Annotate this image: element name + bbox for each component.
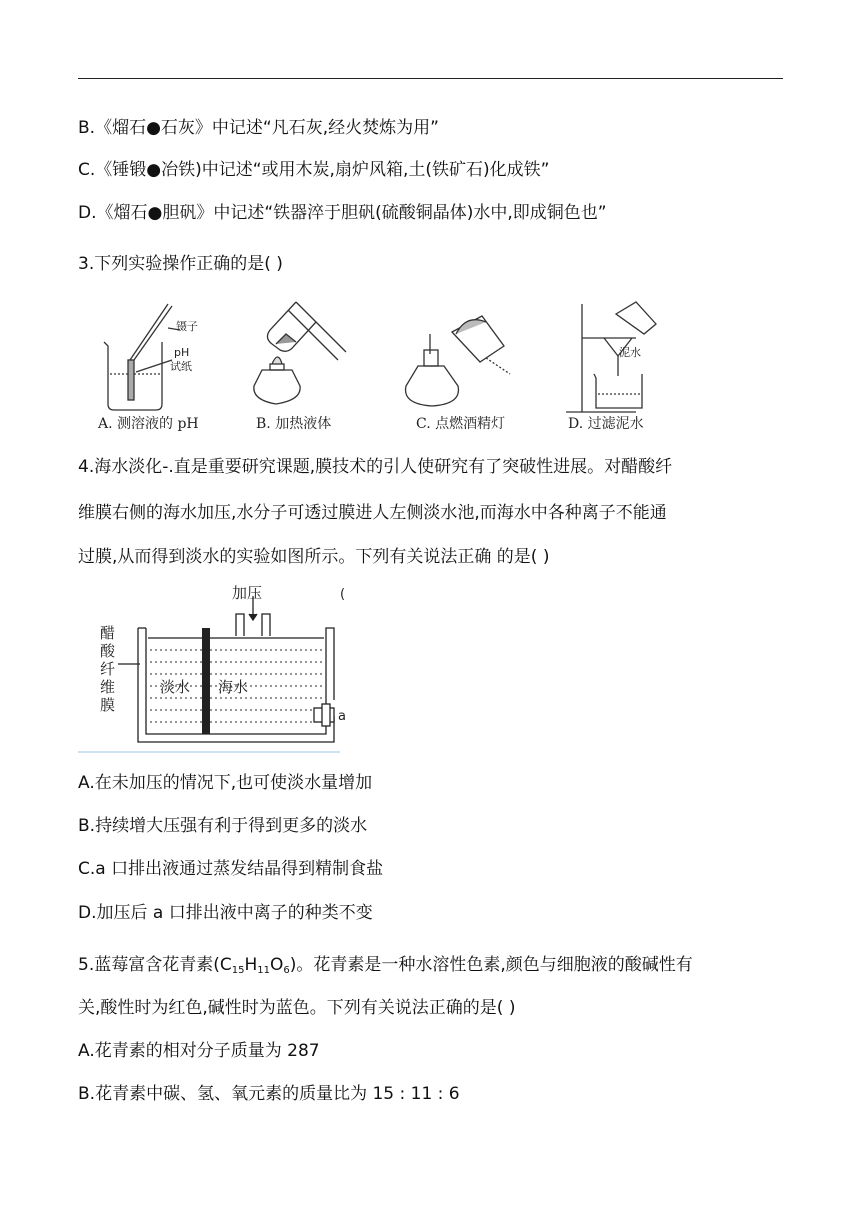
membrane-char-3: 纤	[100, 660, 116, 678]
carbon-count: 15	[231, 965, 245, 976]
oxygen-symbol: O	[270, 955, 284, 975]
q2-option-d: D.《熘石●胆矾》中记述“铁器淬于胆矾(硫酸铜晶体)水中,即成铜色也”	[78, 203, 607, 223]
membrane-bar	[202, 628, 210, 734]
q4-option-d: D.加压后 a 口排出液中离子的种类不变	[78, 903, 373, 923]
header-rule	[78, 78, 783, 79]
corner-mark: (	[340, 587, 346, 602]
q5-stem-start: 5.蓝莓富含花青素(C	[78, 955, 232, 975]
q5-stem-line1	[78, 953, 693, 983]
q5-option-b: B.花青素中碳、氢、氧元素的质量比为 15 : 11 : 6	[78, 1084, 460, 1104]
sea-water-label: 海水	[218, 678, 249, 696]
q5-option-a: A.花青素的相对分子质量为 287	[78, 1041, 320, 1061]
caption-c: C. 点燃酒精灯	[416, 416, 506, 432]
membrane-char-1: 醋	[100, 624, 116, 642]
q2-option-c: C.《锤锻●冶铁)中记述“或用木炭,扇炉风箱,土(铁矿石)化成铁”	[78, 160, 550, 180]
oxygen-count: 6	[283, 965, 290, 976]
beaker-ph-icon	[104, 304, 180, 410]
q5-stem-line2: 关,酸性时为红色,碱性时为蓝色。下列有关说法正确的是( )	[78, 998, 516, 1018]
q3-apparatus-figure	[96, 294, 676, 436]
label-tweezers: 镊子	[176, 320, 198, 333]
membrane-char-4: 维	[100, 678, 116, 696]
q4-stem-line2: 维膜右侧的海水加压,水分子可透过膜进人左侧淡水池,而海水中各种离子不能通	[78, 503, 667, 523]
membrane-char-5: 膜	[100, 696, 116, 714]
q2-option-b: B.《熘石●石灰》中记述“凡石灰,经火焚炼为用”	[78, 118, 439, 138]
q3-stem: 3.下列实验操作正确的是( )	[78, 254, 283, 274]
filtration-icon	[566, 302, 656, 412]
caption-a: A. 测溶液的 pH	[98, 416, 199, 432]
q4-stem-line1: 4.海水淡化-.直是重要研究课题,膜技术的引人使研究有了突破性进展。对醋酸纤	[78, 457, 673, 477]
q4-stem-line3: 过膜,从而得到淡水的实验如图所示。下列有关说法正确 的是( )	[78, 547, 550, 567]
pressure-label: 加压	[232, 584, 263, 602]
heating-liquid-icon	[254, 302, 346, 404]
q4-option-a: A.在未加压的情况下,也可使淡水量增加	[78, 773, 373, 793]
caption-d: D. 过滤泥水	[568, 416, 644, 432]
label-ph-2: 试纸	[170, 360, 192, 373]
q4-option-c: C.a 口排出液通过蒸发结晶得到精制食盐	[78, 859, 384, 879]
membrane-char-2: 酸	[100, 642, 116, 660]
alcohol-lamp-icon	[406, 316, 510, 406]
label-ph-1: pH	[174, 346, 190, 359]
hydrogen-count: 11	[257, 965, 270, 976]
q4-option-b: B.持续增大压强有利于得到更多的淡水	[78, 816, 368, 836]
caption-b: B. 加热液体	[256, 416, 332, 432]
label-mud: 泥水	[619, 346, 641, 359]
q4-desalination-figure	[78, 580, 348, 758]
hydrogen-symbol: H	[244, 955, 258, 975]
outlet-label: a	[338, 709, 346, 724]
q5-stem-rest: )。花青素是一种水溶性色素,颜色与细胞液的酸碱性有	[289, 955, 693, 975]
fresh-water-label: 淡水	[160, 678, 191, 696]
